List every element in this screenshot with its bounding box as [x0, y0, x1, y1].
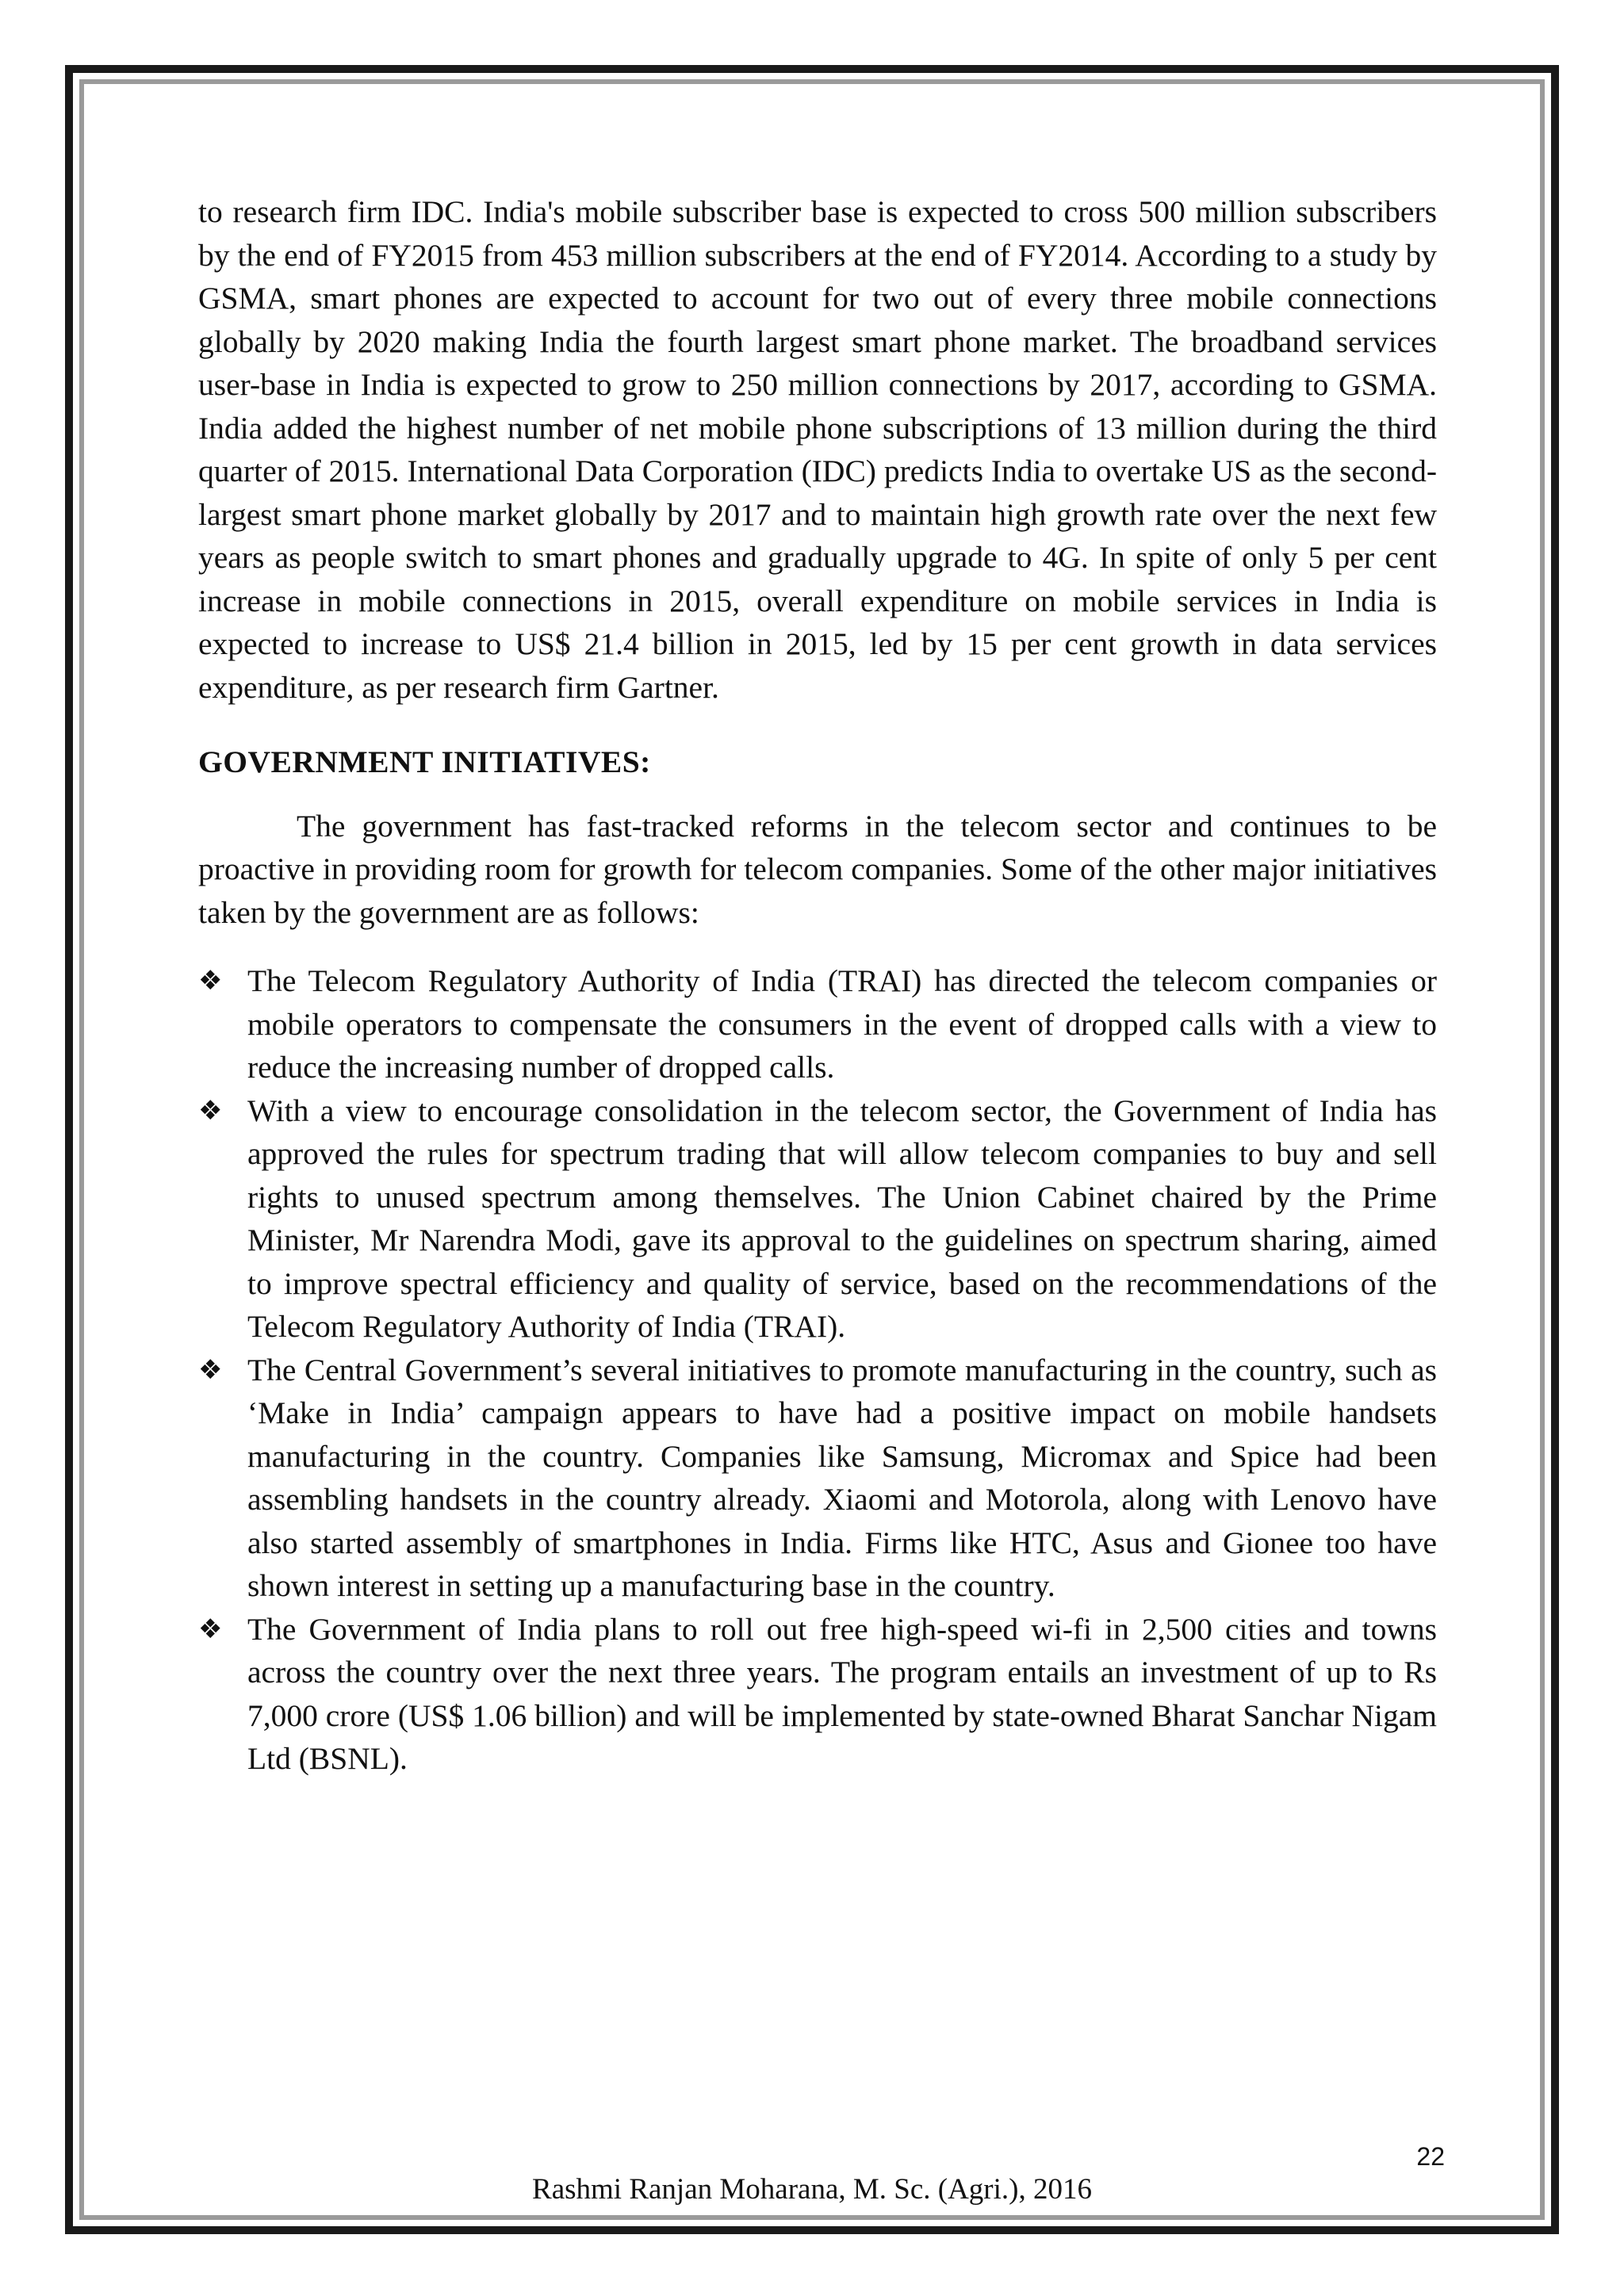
list-item [198, 1349, 1437, 1608]
list-item [198, 959, 1437, 1089]
list-item-text: The Central Government’s several initiatives to promote manufacturing in the country, such as ‘Make in India’ campaign appears to have had a positive impact on mobile handsets manufacturing in the country. Companies like Samsung, Micromax and Spice had been assembling handsets in the country already. Xiaomi and Motorola, along with Lenovo have also started assembly of smartphones in India. Firms like HTC, Asus and Gionee too have shown interest in setting up a manufacturing base in the country. [247, 1352, 1437, 1603]
diamond-bullet-icon: ❖ [198, 965, 223, 997]
section-heading: GOVERNMENT INITIATIVES: [198, 744, 651, 779]
list-item-text: The Telecom Regulatory Authority of India (TRAI) has directed the telecom companies or mobile operators to compensate the consumers in the event of dropped calls with a view to reduce the increasing number of dropped calls. [247, 963, 1437, 1085]
list-item-text: The Government of India plans to roll out free high-speed wi-fi in 2,500 cities and towns across the country over the next three years. The program entails an investment of up to Rs 7,000 crore (US$ 1.06 billion) and will be implemented by state-owned Bharat Sanchar Nigam Ltd (BSNL). [247, 1611, 1437, 1776]
list-item-text: With a view to encourage consolidation in the telecom sector, the Government of India has approved the rules for spectrum trading that will allow telecom companies to buy and sell rights to unused spectrum among themselves. The Union Cabinet chaired by the Prime Minister, Mr Narendra Modi, gave its approval to the guidelines on spectrum sharing, aimed to improve spectral efficiency and quality of service, based on the recommendations of the Telecom Regulatory Authority of India (TRAI). [247, 1093, 1437, 1344]
page-footer: Rashmi Ranjan Moharana, M. Sc. (Agri.), 2016 [532, 2173, 1092, 2206]
section-intro-paragraph: The government has fast-tracked reforms in the telecom sector and continues to be proactive in providing room for growth for telecom companies. Some of the other major initiatives taken by the government are as follows: [198, 808, 1437, 930]
diamond-bullet-icon: ❖ [198, 1353, 223, 1386]
list-item [198, 1089, 1437, 1349]
list-item [198, 1608, 1437, 1781]
diamond-bullet-icon: ❖ [198, 1613, 223, 1645]
diamond-bullet-icon: ❖ [198, 1094, 223, 1127]
page-content [198, 190, 1437, 1781]
intro-paragraph: to research firm IDC. India's mobile subscriber base is expected to cross 500 million subscribers by the end of FY2015 from 453 million subscribers at the end of FY2014. According to a study by GSMA, smart phones are expected to account for two out of every three mobile connections globally by 2020 making India the fourth largest smart phone market. The broadband services user-base in India is expected to grow to 250 million connections by 2017, according to GSMA. India added the highest number of net mobile phone subscriptions of 13 million during the third quarter of 2015. International Data Corporation (IDC) predicts India to overtake US as the second-largest smart phone market globally by 2017 and to maintain high growth rate over the next few years as people switch to smart phones and gradually upgrade to 4G. In spite of only 5 per cent increase in mobile connections in 2015, overall expenditure on mobile services in India is expected to increase to US$ 21.4 billion in 2015, led by 15 per cent growth in data services expenditure, as per research firm Gartner. [198, 194, 1437, 705]
page-number: 22 [1416, 2142, 1445, 2171]
initiatives-list [198, 959, 1437, 1781]
